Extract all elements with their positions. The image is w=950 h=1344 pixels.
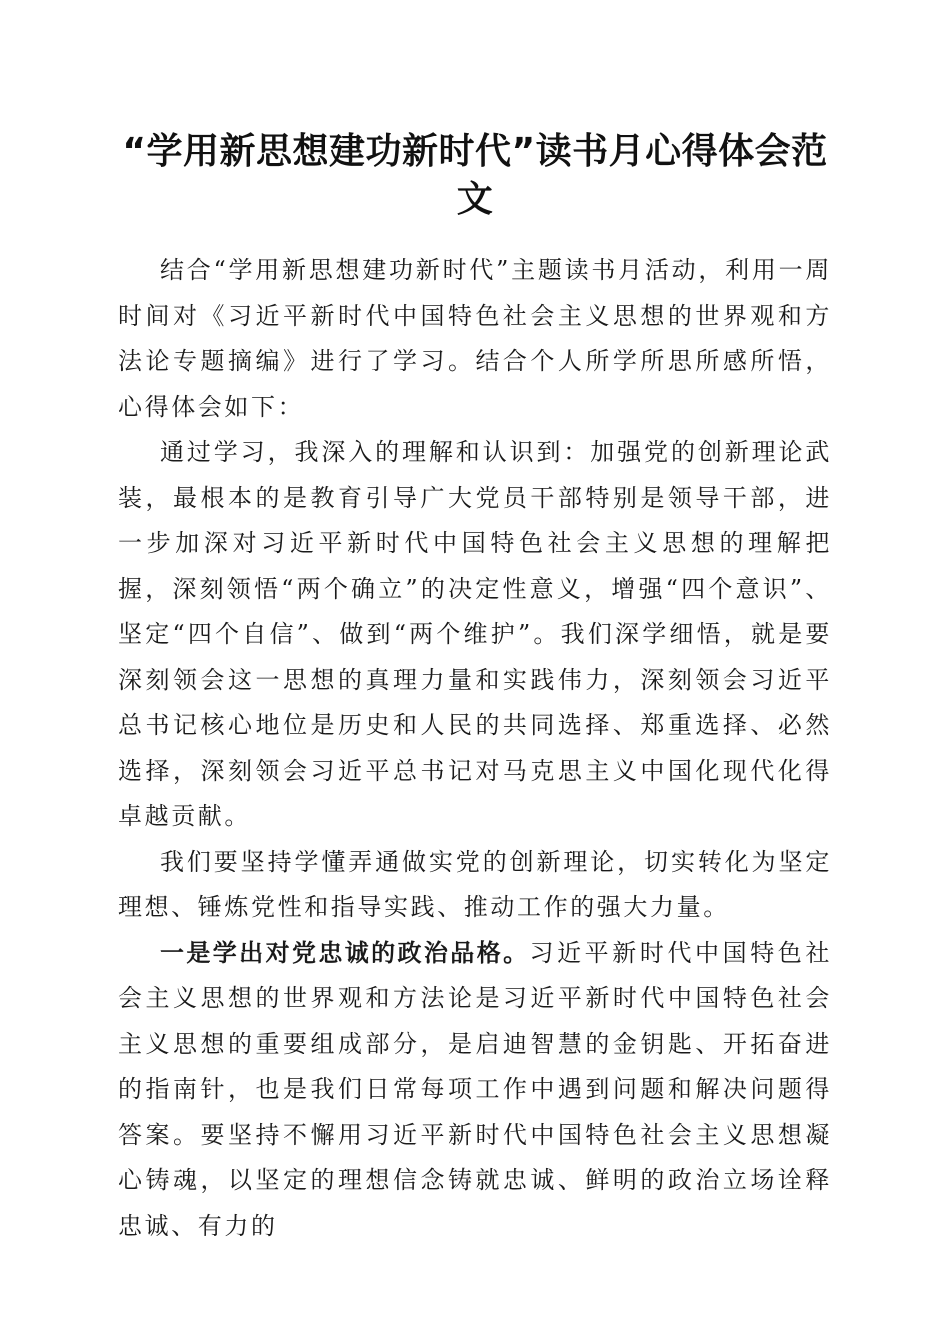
document-body [118, 248, 832, 1249]
paragraph-point-one [118, 931, 832, 1250]
paragraph-understanding [118, 430, 832, 840]
document-title: “学用新思想建功新时代”读书月心得体会范文 [122, 131, 828, 220]
paragraph-text: 习近平新时代中国特色社会主义思想的世界观和方法论是习近平新时代中国特色社会主义思想的重要组成部分，是启迪智慧的金钥匙、开拓奋进的指南针，也是我们日常每项工作中遇到问题和解决问题得答案。要坚持不懈用习近平新时代中国特色社会主义思想凝心铸魂，以坚定的理想信念铸就忠诚、鲜明的政治立场诠释忠诚、有力的 [118, 938, 832, 1240]
paragraph-text: 通过学习，我深入的理解和认识到：加强党的创新理论武装，最根本的是教育引导广大党员干部特别是领导干部，进一步加深对习近平新时代中国特色社会主义思想的理解把握，深刻领悟“两个确立”的决定性意义，增强“四个意识”、坚定“四个自信”、做到“两个维护”。我们深学细悟，就是要深刻领会这一思想的真理力量和实践伟力，深刻领会习近平总书记核心地位是历史和人民的共同选择、郑重选择、必然选择，深刻领会习近平总书记对马克思主义中国化现代化得卓越贡献。 [118, 438, 832, 830]
paragraph-intro [118, 248, 832, 430]
paragraph-text: 结合“学用新思想建功新时代”主题读书月活动，利用一周时间对《习近平新时代中国特色社会主义思想的世界观和方法论专题摘编》进行了学习。结合个人所学所思所感所悟，心得体会如下： [118, 256, 832, 421]
paragraph-lead-heading: 一是学出对党忠诚的政治品格。 [160, 938, 530, 967]
paragraph-text: 我们要坚持学懂弄通做实党的创新理论，切实转化为坚定理想、锤炼党性和指导实践、推动工作的强大力量。 [118, 847, 832, 921]
paragraph-commitment [118, 840, 832, 931]
